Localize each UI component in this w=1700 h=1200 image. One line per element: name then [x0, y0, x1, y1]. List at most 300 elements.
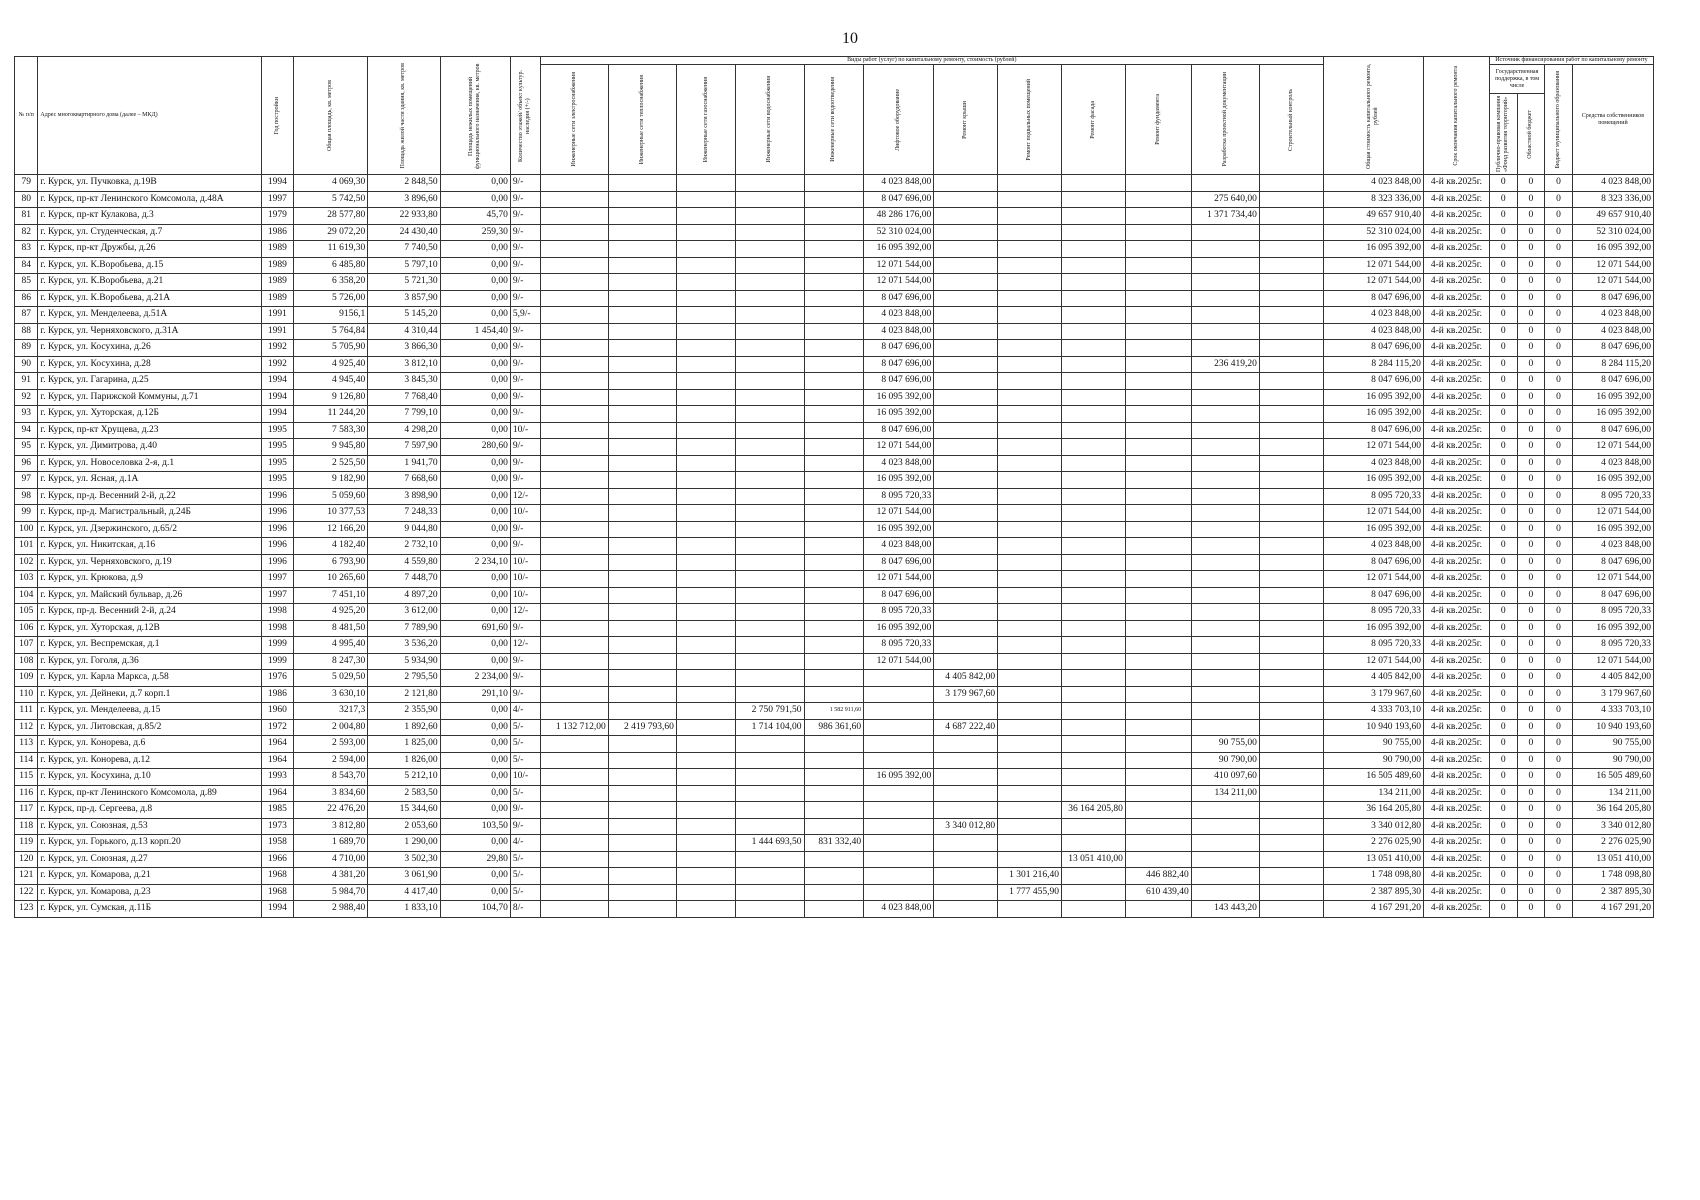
- row-work-cost: [934, 290, 998, 307]
- row-municipal: 0: [1545, 389, 1573, 406]
- row-work-cost: [1191, 488, 1259, 505]
- row-living-area: 2 053,60: [368, 818, 440, 835]
- header-work-water: Инженерные сети водоснабжения: [766, 76, 773, 163]
- row-work-cost: [676, 571, 736, 588]
- row-total-area: 4 182,40: [293, 538, 367, 555]
- row-work-cost: [804, 373, 864, 390]
- row-work-cost: [864, 785, 934, 802]
- row-year: 1986: [261, 224, 293, 241]
- row-work-cost: [608, 356, 676, 373]
- row-work-cost: [1191, 505, 1259, 522]
- row-regional: 0: [1517, 604, 1545, 621]
- row-number: 114: [15, 752, 38, 769]
- row-work-cost: [1191, 307, 1259, 324]
- row-floors: 9/-: [510, 356, 540, 373]
- row-number: 89: [15, 340, 38, 357]
- row-work-cost: [1125, 488, 1191, 505]
- row-work-cost: [1061, 868, 1125, 885]
- row-year: 1998: [261, 604, 293, 621]
- row-nonliving-area: 0,00: [440, 175, 510, 192]
- row-work-cost: [736, 538, 804, 555]
- row-number: 122: [15, 884, 38, 901]
- row-nonliving-area: 0,00: [440, 785, 510, 802]
- row-work-cost: [998, 373, 1062, 390]
- row-work-cost: [1125, 901, 1191, 918]
- row-work-cost: [998, 472, 1062, 489]
- row-work-cost: [934, 488, 998, 505]
- row-work-cost: [934, 785, 998, 802]
- row-work-cost: [1259, 851, 1323, 868]
- table-row: [15, 323, 1654, 340]
- table-row: [15, 670, 1654, 687]
- row-work-cost: 8 047 696,00: [864, 290, 934, 307]
- row-year: 1989: [261, 274, 293, 291]
- row-nonliving-area: 280,60: [440, 439, 510, 456]
- row-work-cost: [998, 389, 1062, 406]
- row-work-cost: [934, 175, 998, 192]
- row-municipal: 0: [1545, 901, 1573, 918]
- row-total-area: 7 583,30: [293, 422, 367, 439]
- row-address: г. Курск, пр-д. Весенний 2-й, д.24: [38, 604, 261, 621]
- row-total-area: 3 812,80: [293, 818, 367, 835]
- table-row: [15, 769, 1654, 786]
- row-year: 1968: [261, 884, 293, 901]
- row-work-cost: [1125, 521, 1191, 538]
- row-regional: 0: [1517, 752, 1545, 769]
- row-work-cost: [676, 884, 736, 901]
- row-living-area: 3 845,30: [368, 373, 440, 390]
- row-regional: 0: [1517, 868, 1545, 885]
- table-row: [15, 587, 1654, 604]
- row-work-cost: [804, 323, 864, 340]
- row-work-cost: [1259, 505, 1323, 522]
- row-work-cost: 16 095 392,00: [864, 769, 934, 786]
- table-row: [15, 637, 1654, 654]
- row-work-cost: [934, 340, 998, 357]
- row-work-cost: [540, 373, 608, 390]
- row-year: 1996: [261, 554, 293, 571]
- row-municipal: 0: [1545, 835, 1573, 852]
- row-floors: 12/-: [510, 488, 540, 505]
- row-number: 104: [15, 587, 38, 604]
- row-municipal: 0: [1545, 818, 1573, 835]
- row-total-cost: 4 023 848,00: [1323, 323, 1423, 340]
- row-work-cost: [1125, 241, 1191, 258]
- row-term: 4-й кв.2025г.: [1423, 884, 1489, 901]
- row-work-cost: [1125, 208, 1191, 225]
- row-term: 4-й кв.2025г.: [1423, 406, 1489, 423]
- row-work-cost: [998, 901, 1062, 918]
- row-year: 1991: [261, 323, 293, 340]
- row-nonliving-area: 0,00: [440, 274, 510, 291]
- row-total-cost: 16 095 392,00: [1323, 620, 1423, 637]
- row-address: г. Курск, ул. Комарова, д.23: [38, 884, 261, 901]
- row-fund: 0: [1489, 719, 1517, 736]
- row-work-cost: [998, 604, 1062, 621]
- row-work-cost: [608, 175, 676, 192]
- row-year: 1986: [261, 686, 293, 703]
- row-total-cost: 3 179 967,60: [1323, 686, 1423, 703]
- row-work-cost: [540, 802, 608, 819]
- row-living-area: 2 355,90: [368, 703, 440, 720]
- header-work-basement: Ремонт подвальных помещений: [1026, 78, 1033, 161]
- row-work-cost: 275 640,00: [1191, 191, 1259, 208]
- row-work-cost: [1191, 884, 1259, 901]
- row-year: 1976: [261, 670, 293, 687]
- row-number: 98: [15, 488, 38, 505]
- row-number: 79: [15, 175, 38, 192]
- row-work-cost: [1191, 472, 1259, 489]
- row-municipal: 0: [1545, 604, 1573, 621]
- row-own-funds: 2 276 025,90: [1572, 835, 1653, 852]
- row-work-cost: [804, 604, 864, 621]
- row-year: 1972: [261, 719, 293, 736]
- table-row: [15, 884, 1654, 901]
- row-term: 4-й кв.2025г.: [1423, 554, 1489, 571]
- row-floors: 10/-: [510, 422, 540, 439]
- row-work-cost: [934, 736, 998, 753]
- header-term: Срок окончания капитального ремонта: [1452, 65, 1459, 166]
- row-work-cost: [934, 901, 998, 918]
- row-work-cost: [804, 208, 864, 225]
- row-year: 1994: [261, 373, 293, 390]
- row-municipal: 0: [1545, 208, 1573, 225]
- row-total-area: 29 072,20: [293, 224, 367, 241]
- row-work-cost: [804, 356, 864, 373]
- row-nonliving-area: 0,00: [440, 571, 510, 588]
- row-fund: 0: [1489, 538, 1517, 555]
- row-work-cost: 12 071 544,00: [864, 274, 934, 291]
- row-work-cost: [1061, 439, 1125, 456]
- row-nonliving-area: 0,00: [440, 488, 510, 505]
- row-municipal: 0: [1545, 554, 1573, 571]
- row-own-funds: 13 051 410,00: [1572, 851, 1653, 868]
- row-municipal: 0: [1545, 686, 1573, 703]
- row-work-cost: [1125, 686, 1191, 703]
- row-fund: 0: [1489, 290, 1517, 307]
- row-living-area: 3 612,00: [368, 604, 440, 621]
- row-term: 4-й кв.2025г.: [1423, 818, 1489, 835]
- row-work-cost: 4 405 842,00: [934, 670, 998, 687]
- row-work-cost: [1125, 719, 1191, 736]
- row-total-cost: 2 276 025,90: [1323, 835, 1423, 852]
- row-number: 107: [15, 637, 38, 654]
- header-works-group: Виды работ (услуг) по капитальному ремонту, стоимость (рублей): [540, 57, 1323, 65]
- row-fund: 0: [1489, 637, 1517, 654]
- row-work-cost: [804, 868, 864, 885]
- row-work-cost: [1191, 538, 1259, 555]
- row-floors: 10/-: [510, 571, 540, 588]
- row-work-cost: [934, 587, 998, 604]
- row-work-cost: [804, 241, 864, 258]
- row-work-cost: [1061, 340, 1125, 357]
- row-floors: 9/-: [510, 290, 540, 307]
- row-fund: 0: [1489, 785, 1517, 802]
- row-work-cost: [736, 686, 804, 703]
- row-work-cost: 134 211,00: [1191, 785, 1259, 802]
- row-own-funds: 8 095 720,33: [1572, 604, 1653, 621]
- row-work-cost: 8 095 720,33: [864, 488, 934, 505]
- row-fund: 0: [1489, 604, 1517, 621]
- row-nonliving-area: 1 454,40: [440, 323, 510, 340]
- row-fund: 0: [1489, 670, 1517, 687]
- row-work-cost: [1125, 587, 1191, 604]
- row-work-cost: 2 750 791,50: [736, 703, 804, 720]
- row-floors: 4/-: [510, 835, 540, 852]
- row-work-cost: [998, 587, 1062, 604]
- row-work-cost: 4 023 848,00: [864, 307, 934, 324]
- row-municipal: 0: [1545, 851, 1573, 868]
- row-regional: 0: [1517, 191, 1545, 208]
- row-work-cost: [1061, 785, 1125, 802]
- row-work-cost: [934, 274, 998, 291]
- row-total-cost: 3 340 012,80: [1323, 818, 1423, 835]
- row-work-cost: [1061, 488, 1125, 505]
- row-number: 81: [15, 208, 38, 225]
- row-work-cost: [998, 307, 1062, 324]
- row-floors: 9/-: [510, 521, 540, 538]
- row-work-cost: [540, 835, 608, 852]
- row-work-cost: [676, 290, 736, 307]
- row-work-cost: [1191, 323, 1259, 340]
- row-living-area: 5 934,90: [368, 653, 440, 670]
- row-work-cost: [608, 274, 676, 291]
- row-living-area: 2 121,80: [368, 686, 440, 703]
- row-regional: 0: [1517, 356, 1545, 373]
- row-work-cost: [804, 851, 864, 868]
- row-work-cost: [540, 554, 608, 571]
- row-work-cost: 1 301 216,40: [998, 868, 1062, 885]
- row-work-cost: [608, 290, 676, 307]
- row-own-funds: 3 340 012,80: [1572, 818, 1653, 835]
- row-floors: 12/-: [510, 637, 540, 654]
- header-own-funds: Средства собственников помещений: [1572, 65, 1653, 175]
- row-work-cost: [1191, 653, 1259, 670]
- row-work-cost: [804, 769, 864, 786]
- table-row: [15, 175, 1654, 192]
- row-work-cost: [998, 191, 1062, 208]
- row-municipal: 0: [1545, 356, 1573, 373]
- row-work-cost: [1061, 637, 1125, 654]
- row-work-cost: [1191, 818, 1259, 835]
- row-number: 102: [15, 554, 38, 571]
- row-floors: 9/-: [510, 257, 540, 274]
- row-work-cost: [804, 901, 864, 918]
- row-work-cost: [1125, 752, 1191, 769]
- row-floors: 10/-: [510, 505, 540, 522]
- row-living-area: 3 857,90: [368, 290, 440, 307]
- row-total-area: 4 995,40: [293, 637, 367, 654]
- table-body: [15, 175, 1654, 918]
- row-work-cost: [864, 802, 934, 819]
- row-work-cost: [1259, 785, 1323, 802]
- row-living-area: 3 898,90: [368, 488, 440, 505]
- header-work-gas: Инженерные сети газоснабжения: [702, 76, 709, 163]
- table-row: [15, 455, 1654, 472]
- row-own-funds: 8 095 720,33: [1572, 637, 1653, 654]
- row-work-cost: [998, 851, 1062, 868]
- row-work-cost: 8 047 696,00: [864, 422, 934, 439]
- row-work-cost: [736, 472, 804, 489]
- row-work-cost: [540, 620, 608, 637]
- row-work-cost: [608, 373, 676, 390]
- row-work-cost: [676, 703, 736, 720]
- row-municipal: 0: [1545, 769, 1573, 786]
- row-work-cost: 8 047 696,00: [864, 340, 934, 357]
- row-work-cost: [676, 868, 736, 885]
- row-work-cost: [540, 670, 608, 687]
- row-municipal: 0: [1545, 175, 1573, 192]
- row-living-area: 22 933,80: [368, 208, 440, 225]
- row-municipal: 0: [1545, 373, 1573, 390]
- row-work-cost: [1061, 554, 1125, 571]
- row-total-cost: 4 023 848,00: [1323, 307, 1423, 324]
- row-work-cost: [1191, 389, 1259, 406]
- row-living-area: 2 848,50: [368, 175, 440, 192]
- row-municipal: 0: [1545, 752, 1573, 769]
- row-year: 1989: [261, 290, 293, 307]
- row-work-cost: [736, 785, 804, 802]
- row-work-cost: [1259, 719, 1323, 736]
- row-total-area: 4 710,00: [293, 851, 367, 868]
- row-work-cost: [934, 752, 998, 769]
- row-work-cost: [676, 538, 736, 555]
- row-work-cost: 446 882,40: [1125, 868, 1191, 885]
- row-total-cost: 12 071 544,00: [1323, 653, 1423, 670]
- row-term: 4-й кв.2025г.: [1423, 472, 1489, 489]
- table-row: [15, 274, 1654, 291]
- row-municipal: 0: [1545, 422, 1573, 439]
- row-work-cost: [1259, 307, 1323, 324]
- row-living-area: 2 732,10: [368, 538, 440, 555]
- row-work-cost: [804, 587, 864, 604]
- row-number: 85: [15, 274, 38, 291]
- row-work-cost: [1191, 224, 1259, 241]
- row-work-cost: [676, 736, 736, 753]
- row-total-area: 7 451,10: [293, 587, 367, 604]
- row-living-area: 3 866,30: [368, 340, 440, 357]
- row-work-cost: [1061, 257, 1125, 274]
- row-address: г. Курск, ул. Косухина, д.26: [38, 340, 261, 357]
- row-nonliving-area: 0,00: [440, 505, 510, 522]
- row-work-cost: [540, 257, 608, 274]
- row-work-cost: 90 790,00: [1191, 752, 1259, 769]
- row-work-cost: [736, 521, 804, 538]
- row-number: 94: [15, 422, 38, 439]
- row-fund: 0: [1489, 554, 1517, 571]
- row-work-cost: [1191, 802, 1259, 819]
- row-work-cost: [540, 488, 608, 505]
- row-regional: 0: [1517, 389, 1545, 406]
- row-work-cost: [540, 785, 608, 802]
- row-term: 4-й кв.2025г.: [1423, 901, 1489, 918]
- row-total-cost: 12 071 544,00: [1323, 257, 1423, 274]
- row-living-area: 4 417,40: [368, 884, 440, 901]
- row-work-cost: [1259, 340, 1323, 357]
- row-work-cost: [540, 241, 608, 258]
- row-work-cost: [676, 241, 736, 258]
- row-nonliving-area: 0,00: [440, 802, 510, 819]
- row-total-area: 5 726,00: [293, 290, 367, 307]
- row-work-cost: [676, 587, 736, 604]
- row-work-cost: [676, 554, 736, 571]
- row-address: г. Курск, ул. Студенческая, д.7: [38, 224, 261, 241]
- row-work-cost: 52 310 024,00: [864, 224, 934, 241]
- table-header: [15, 57, 1654, 175]
- row-regional: 0: [1517, 472, 1545, 489]
- row-regional: 0: [1517, 521, 1545, 538]
- row-work-cost: [934, 521, 998, 538]
- row-total-cost: 13 051 410,00: [1323, 851, 1423, 868]
- row-work-cost: [934, 224, 998, 241]
- row-own-funds: 4 023 848,00: [1572, 538, 1653, 555]
- row-work-cost: [540, 422, 608, 439]
- row-number: 119: [15, 835, 38, 852]
- row-term: 4-й кв.2025г.: [1423, 769, 1489, 786]
- row-work-cost: [676, 901, 736, 918]
- row-work-cost: [736, 769, 804, 786]
- row-term: 4-й кв.2025г.: [1423, 802, 1489, 819]
- row-own-funds: 4 023 848,00: [1572, 307, 1653, 324]
- row-own-funds: 4 023 848,00: [1572, 455, 1653, 472]
- row-work-cost: [676, 653, 736, 670]
- row-total-cost: 8 047 696,00: [1323, 373, 1423, 390]
- row-total-area: 8 543,70: [293, 769, 367, 786]
- row-total-cost: 4 023 848,00: [1323, 175, 1423, 192]
- row-work-cost: [864, 719, 934, 736]
- row-work-cost: [608, 802, 676, 819]
- row-total-area: 11 619,30: [293, 241, 367, 258]
- row-work-cost: [804, 637, 864, 654]
- row-work-cost: [804, 274, 864, 291]
- row-work-cost: [736, 554, 804, 571]
- row-work-cost: [804, 406, 864, 423]
- table-row: [15, 703, 1654, 720]
- row-work-cost: [1061, 356, 1125, 373]
- row-work-cost: [736, 670, 804, 687]
- row-living-area: 1 941,70: [368, 455, 440, 472]
- row-fund: 0: [1489, 752, 1517, 769]
- row-work-cost: 1 714 104,00: [736, 719, 804, 736]
- row-work-cost: [608, 208, 676, 225]
- row-work-cost: 1 777 455,90: [998, 884, 1062, 901]
- row-total-area: 5 029,50: [293, 670, 367, 687]
- row-work-cost: [676, 191, 736, 208]
- row-work-cost: [608, 736, 676, 753]
- row-total-area: 4 925,20: [293, 604, 367, 621]
- table-row: [15, 373, 1654, 390]
- row-work-cost: 8 047 696,00: [864, 373, 934, 390]
- row-municipal: 0: [1545, 719, 1573, 736]
- row-floors: 9/-: [510, 686, 540, 703]
- row-work-cost: [736, 571, 804, 588]
- row-work-cost: [1125, 290, 1191, 307]
- row-address: г. Курск, ул. Конорева, д.6: [38, 736, 261, 753]
- row-work-cost: [736, 257, 804, 274]
- row-work-cost: [1259, 587, 1323, 604]
- row-work-cost: [608, 554, 676, 571]
- row-nonliving-area: 0,00: [440, 290, 510, 307]
- table-row: [15, 340, 1654, 357]
- row-regional: 0: [1517, 818, 1545, 835]
- row-work-cost: [1191, 175, 1259, 192]
- row-floors: 10/-: [510, 769, 540, 786]
- row-regional: 0: [1517, 620, 1545, 637]
- row-term: 4-й кв.2025г.: [1423, 868, 1489, 885]
- row-work-cost: [1259, 175, 1323, 192]
- row-own-funds: 134 211,00: [1572, 785, 1653, 802]
- row-municipal: 0: [1545, 703, 1573, 720]
